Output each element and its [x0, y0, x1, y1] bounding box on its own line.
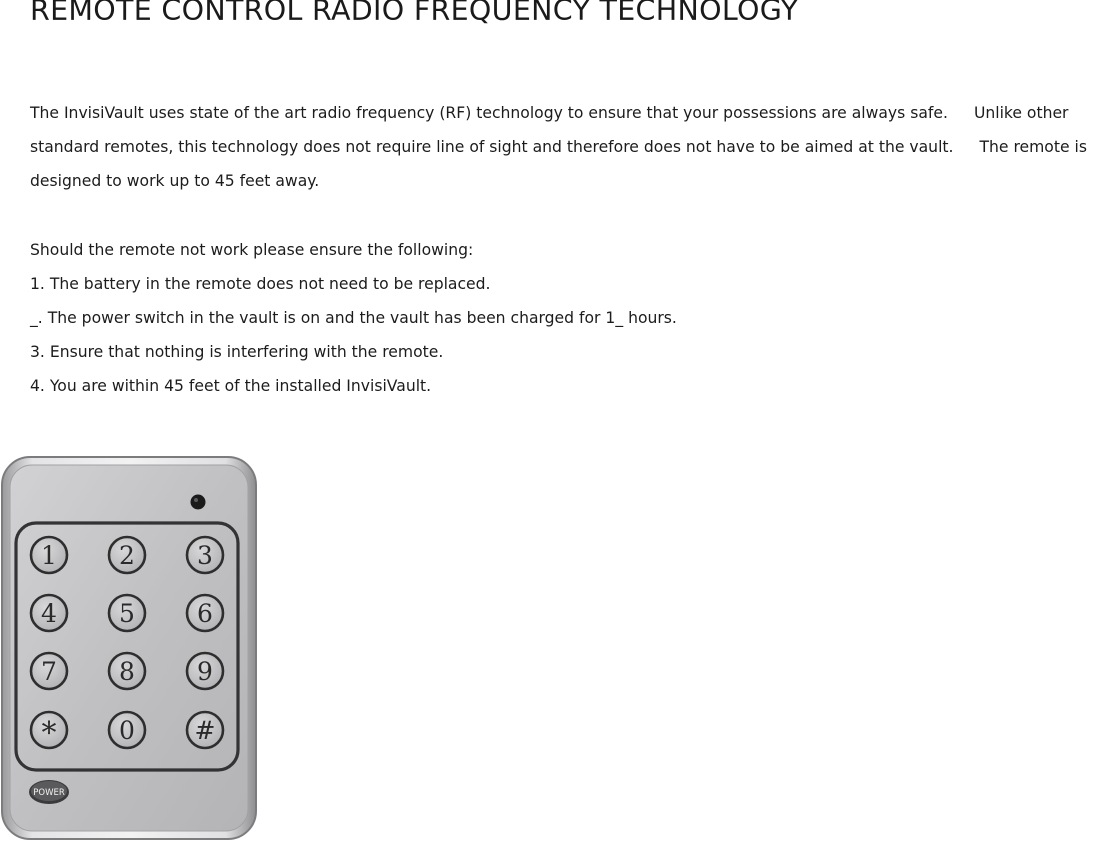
intro-paragraph	[30, 96, 1108, 199]
checklist-item-1: 1. The battery in the remote does not need to be replaced.	[30, 274, 491, 293]
key-label: 5	[119, 599, 135, 628]
intro-sentence-2: Unlike other standard remotes, this technology does not require line of sight and therefore does not have to be aimed at the vault.	[30, 104, 1069, 157]
page-title: REMOTE CONTROL RADIO FREQUENCY TECHNOLOGY	[30, 0, 799, 27]
led-indicator	[191, 495, 206, 510]
intro-sentence-3: The remote is designed to work up to 45 feet away.	[30, 138, 1087, 191]
body-text	[30, 96, 1108, 404]
key-label: 9	[197, 657, 213, 686]
key-label: 0	[119, 716, 135, 745]
intro-sentence-1: The InvisiVault uses state of the art radio frequency (RF) technology to ensure that your possessions are always safe.	[30, 104, 948, 122]
key-2	[109, 537, 145, 573]
key-label: 3	[197, 541, 213, 570]
key-label: 6	[197, 599, 213, 628]
key-label: 7	[41, 657, 57, 686]
key-8	[109, 653, 145, 689]
key-5	[109, 595, 145, 631]
key-1	[31, 537, 67, 573]
key-3	[187, 537, 223, 573]
checklist-heading: Should the remote not work please ensure the following:	[30, 240, 474, 259]
key-label: #	[194, 716, 216, 745]
remote-control-image	[0, 455, 258, 841]
key-4	[31, 595, 67, 631]
key-label: *	[41, 716, 57, 751]
checklist-item-4: 4. You are within 45 feet of the installed InvisiVault.	[30, 377, 432, 396]
key-6	[187, 595, 223, 631]
key-label: 8	[119, 657, 135, 686]
key-7	[31, 653, 67, 689]
key-hash	[187, 712, 223, 748]
key-9	[187, 653, 223, 689]
power-label: POWER	[33, 788, 65, 798]
checklist-item-3: 3. Ensure that nothing is interfering with the remote.	[30, 343, 444, 362]
key-label: 4	[41, 599, 57, 628]
checklist-item-2: _. The power switch in the vault is on and the vault has been charged for 1_ hours.	[30, 309, 677, 328]
key-label: 1	[41, 541, 57, 570]
key-0	[109, 712, 145, 748]
key-label: 2	[119, 541, 135, 570]
remote-face	[10, 465, 248, 831]
power-button	[29, 780, 69, 804]
